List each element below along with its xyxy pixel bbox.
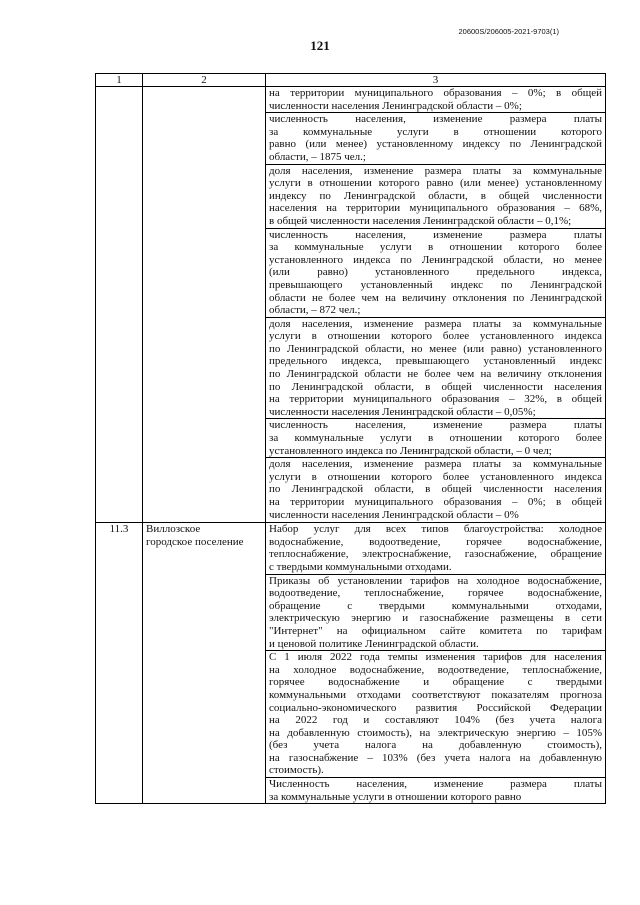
text-line: коммунальными отходами соответствуют показателям прогноза (269, 688, 602, 701)
document-code: 20600S/206005-2021-9703(1) (458, 27, 559, 36)
document-table (95, 73, 606, 804)
text-line: на территории муниципального образования – 0%; в общей (269, 87, 602, 99)
text-line: области, – 872 чел.; (269, 304, 361, 317)
text-line: за коммунальные услуги в отношении которого более (269, 241, 602, 254)
text-paragraph (266, 317, 605, 419)
table-header-row (96, 74, 606, 87)
text-line: за коммунальные услуги в отношении которого (269, 125, 602, 138)
text-line: за коммунальные услуги в отношении которого более (269, 432, 602, 445)
text-paragraph (266, 574, 605, 651)
text-line: на газоснабжение – 103% (без учета налога на добавленную (269, 751, 602, 764)
text-line: по Ленинградской области не более чем на величину отклонения (269, 368, 602, 381)
text-line: на добавленную стоимость), на электрическую энергию – 105% (269, 726, 602, 739)
text-line: обращение с твердыми коммунальными отходами, (269, 599, 602, 612)
page-number: 121 (310, 38, 330, 53)
text-line: с твердыми коммунальными отходами. (269, 560, 452, 573)
text-line: "Интернет" на официальном сайте комитета по тарифам (269, 624, 602, 637)
text-line: численности населения Ленинградской области – 0,05%; (269, 405, 536, 418)
text-line: за коммунальные услуги в отношении которого равно (269, 790, 522, 803)
text-line: на холодное водоснабжение, водоотведение, теплоснабжение, (269, 663, 602, 676)
text-line: установленного индекса по Ленинградской области, но менее (269, 253, 602, 266)
column-header-2: 2 (143, 74, 266, 87)
text-line: электрическую энергию и газоснабжение размещены в сети (269, 612, 602, 625)
text-paragraph (266, 777, 605, 803)
text-paragraph (266, 228, 605, 317)
text-line: численность населения, изменение размера платы (269, 419, 602, 432)
text-line: и ценовой политике Ленинградской области. (269, 637, 479, 650)
text-line: водоснабжение, водоотведение, горячее водоснабжение, (269, 535, 602, 548)
text-line: Численность населения, изменение размера платы (269, 778, 602, 791)
text-paragraph (266, 457, 605, 521)
text-line: (или равно) установленного предельного индекса, (269, 266, 602, 279)
text-line: населения на территории муниципального образования – 68%, (269, 202, 602, 215)
row-number-cell (96, 87, 143, 523)
text-line: горячее водоснабжение и обращение с твердыми (269, 676, 602, 689)
column-header-3: 3 (266, 74, 606, 87)
text-line: по Ленинградской области, но менее (или равно) установленного (269, 342, 602, 355)
text-line: численности населения Ленинградской области – 0%; (269, 99, 522, 112)
text-line: в общей численности населения Ленинградской области – 0,1%; (269, 214, 572, 227)
table-row (96, 523, 606, 804)
row-name-cell (143, 523, 266, 804)
text-line: С 1 июля 2022 года темпы изменения тарифов для населения (269, 651, 602, 664)
text-paragraph (266, 87, 605, 112)
row-name-cell (143, 87, 266, 523)
text-line: социально-экономического развития Российской Федерации (269, 701, 602, 714)
text-line: доля населения, изменение размера платы за коммунальные (269, 458, 602, 471)
text-line: области, – 1875 чел.; (269, 150, 366, 163)
text-line: равно (или менее) установленному индексу по Ленинградской (269, 138, 602, 151)
text-line: (без учета налога на добавленную стоимость), (269, 739, 602, 752)
text-line: на территории муниципального образования – 32%, в общей (269, 393, 602, 406)
row-name-line: Виллозское (146, 523, 201, 536)
text-line: стоимость). (269, 764, 324, 777)
text-line: услуги в отношении которого более установленного индекса (269, 330, 602, 343)
row-name-line: городское поселение (146, 535, 244, 548)
text-line: Набор услуг для всех типов благоустройства: холодное (269, 523, 602, 536)
text-line: по Ленинградской области, в общей численности населения (269, 380, 602, 393)
text-line: на 2022 год и составляют 104% (без учета налога (269, 714, 602, 727)
text-line: водоотведение, теплоснабжение, горячее водоснабжение, (269, 587, 602, 600)
text-line: численность населения, изменение размера платы (269, 113, 602, 126)
text-paragraph (266, 112, 605, 163)
table-row (96, 87, 606, 523)
text-line: численности населения Ленинградской области – 0% (269, 508, 519, 521)
text-line: по Ленинградской области, в общей численности населения (269, 483, 602, 496)
text-line: индексу по Ленинградской области, в общей численности (269, 189, 602, 202)
text-line: на территории муниципального образования – 0%; в общей (269, 496, 602, 508)
text-line: области не более чем на величину отклонения по Ленинградской (269, 291, 602, 304)
text-line: численность населения, изменение размера платы (269, 228, 602, 241)
text-line: превышающего установленный индекс по Ленинградской (269, 278, 602, 291)
text-line: услуги в отношении которого более установленного индекса (269, 470, 602, 483)
row-text-cell (266, 523, 606, 804)
text-line: доля населения, изменение размера платы за коммунальные (269, 317, 602, 330)
row-text-cell (266, 87, 606, 523)
text-line: теплоснабжение, электроснабжение, газоснабжение, обращение (269, 548, 602, 561)
text-paragraph (266, 523, 605, 573)
text-line: Приказы об установлении тарифов на холодное водоснабжение, (269, 574, 602, 587)
text-line: услуги в отношении которого равно (или менее) установленному (269, 177, 602, 190)
text-line: установленного индекса по Ленинградской области, – 0 чел; (269, 444, 552, 457)
text-paragraph (266, 418, 605, 457)
column-header-1: 1 (96, 74, 143, 87)
text-paragraph (266, 164, 605, 228)
row-number-cell: 11.3 (96, 523, 143, 804)
text-line: доля населения, изменение размера платы за коммунальные (269, 164, 602, 177)
text-paragraph (266, 650, 605, 777)
text-line: предельного индекса, превышающего установленный индекс (269, 355, 602, 368)
